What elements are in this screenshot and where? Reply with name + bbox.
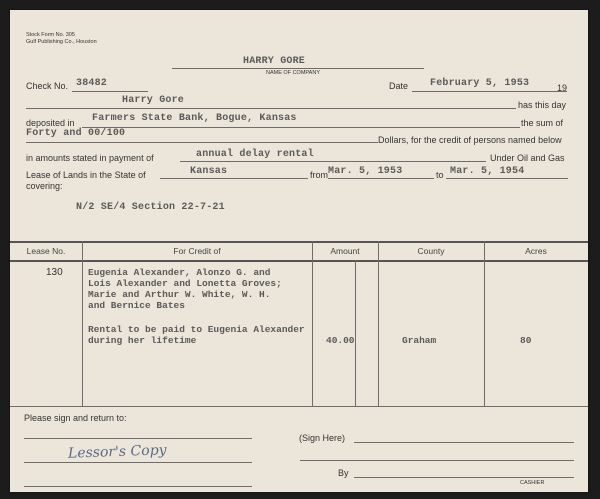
has-this-day-text: has this day xyxy=(518,100,567,110)
lessors-copy-signature: Lessor's Copy xyxy=(67,442,167,462)
covering-label: covering: xyxy=(26,181,63,191)
lease-number: 130 xyxy=(46,267,63,278)
lease-rental-form xyxy=(10,10,588,492)
by-label: By xyxy=(338,468,349,478)
date-value: February 5, 1953 xyxy=(430,78,530,89)
header-county: County xyxy=(417,246,445,256)
credit-line-4: and Bernice Bates xyxy=(88,300,185,311)
bank-name: Farmers State Bank, Bogue, Kansas xyxy=(92,113,297,124)
amount-value: 40.00 xyxy=(326,335,355,346)
to-label: to xyxy=(436,170,444,180)
sum-label: the sum of xyxy=(521,118,564,128)
rental-note-line-1: Rental to be paid to Eugenia Alexander xyxy=(88,324,305,335)
payee-name: Harry Gore xyxy=(122,95,185,106)
to-date: Mar. 5, 1954 xyxy=(450,166,525,177)
publisher-name: Gulf Publishing Co., Houston xyxy=(26,39,97,45)
company-name-caption: NAME OF COMPANY xyxy=(266,70,320,76)
cashier-caption: CASHIER xyxy=(520,480,545,486)
deposited-label: deposited in xyxy=(26,118,75,128)
sign-return-label: Please sign and return to: xyxy=(24,413,127,423)
from-label: from xyxy=(310,170,328,180)
date-label: Date xyxy=(389,81,409,91)
stock-form-number: Stock Form No. 305 xyxy=(26,32,75,38)
dollars-text: Dollars, for the credit of persons named below xyxy=(378,135,562,145)
legal-description: N/2 SE/4 Section 22-7-21 xyxy=(76,202,225,213)
lease-state: Kansas xyxy=(190,166,228,177)
county-value: Graham xyxy=(402,335,437,346)
amount-in-words: Forty and 00/100 xyxy=(26,128,126,139)
credit-line-2: Lois Alexander and Lonetta Groves; xyxy=(88,278,282,289)
company-name: HARRY GORE xyxy=(243,56,306,67)
check-number-label: Check No. xyxy=(26,81,69,91)
credit-line-3: Marie and Arthur W. White, W. H. xyxy=(88,289,271,300)
payment-purpose: annual delay rental xyxy=(196,149,314,160)
from-date: Mar. 5, 1953 xyxy=(328,166,403,177)
header-amount: Amount xyxy=(330,246,360,256)
credit-line-1: Eugenia Alexander, Alonzo G. and xyxy=(88,267,271,278)
date-year-prefix: 19 xyxy=(557,83,568,93)
sign-here-label: (Sign Here) xyxy=(299,433,346,443)
oil-gas-label: Under Oil and Gas xyxy=(490,153,565,163)
rental-note-line-2: during her lifetime xyxy=(88,335,197,346)
header-for-credit-of: For Credit of xyxy=(173,246,221,256)
payment-label: in amounts stated in payment of xyxy=(26,153,154,163)
check-number: 38482 xyxy=(76,78,108,89)
lease-state-label: Lease of Lands in the State of xyxy=(26,170,146,180)
header-acres: Acres xyxy=(525,246,547,256)
header-lease-no: Lease No. xyxy=(26,246,66,256)
acres-value: 80 xyxy=(520,335,532,346)
